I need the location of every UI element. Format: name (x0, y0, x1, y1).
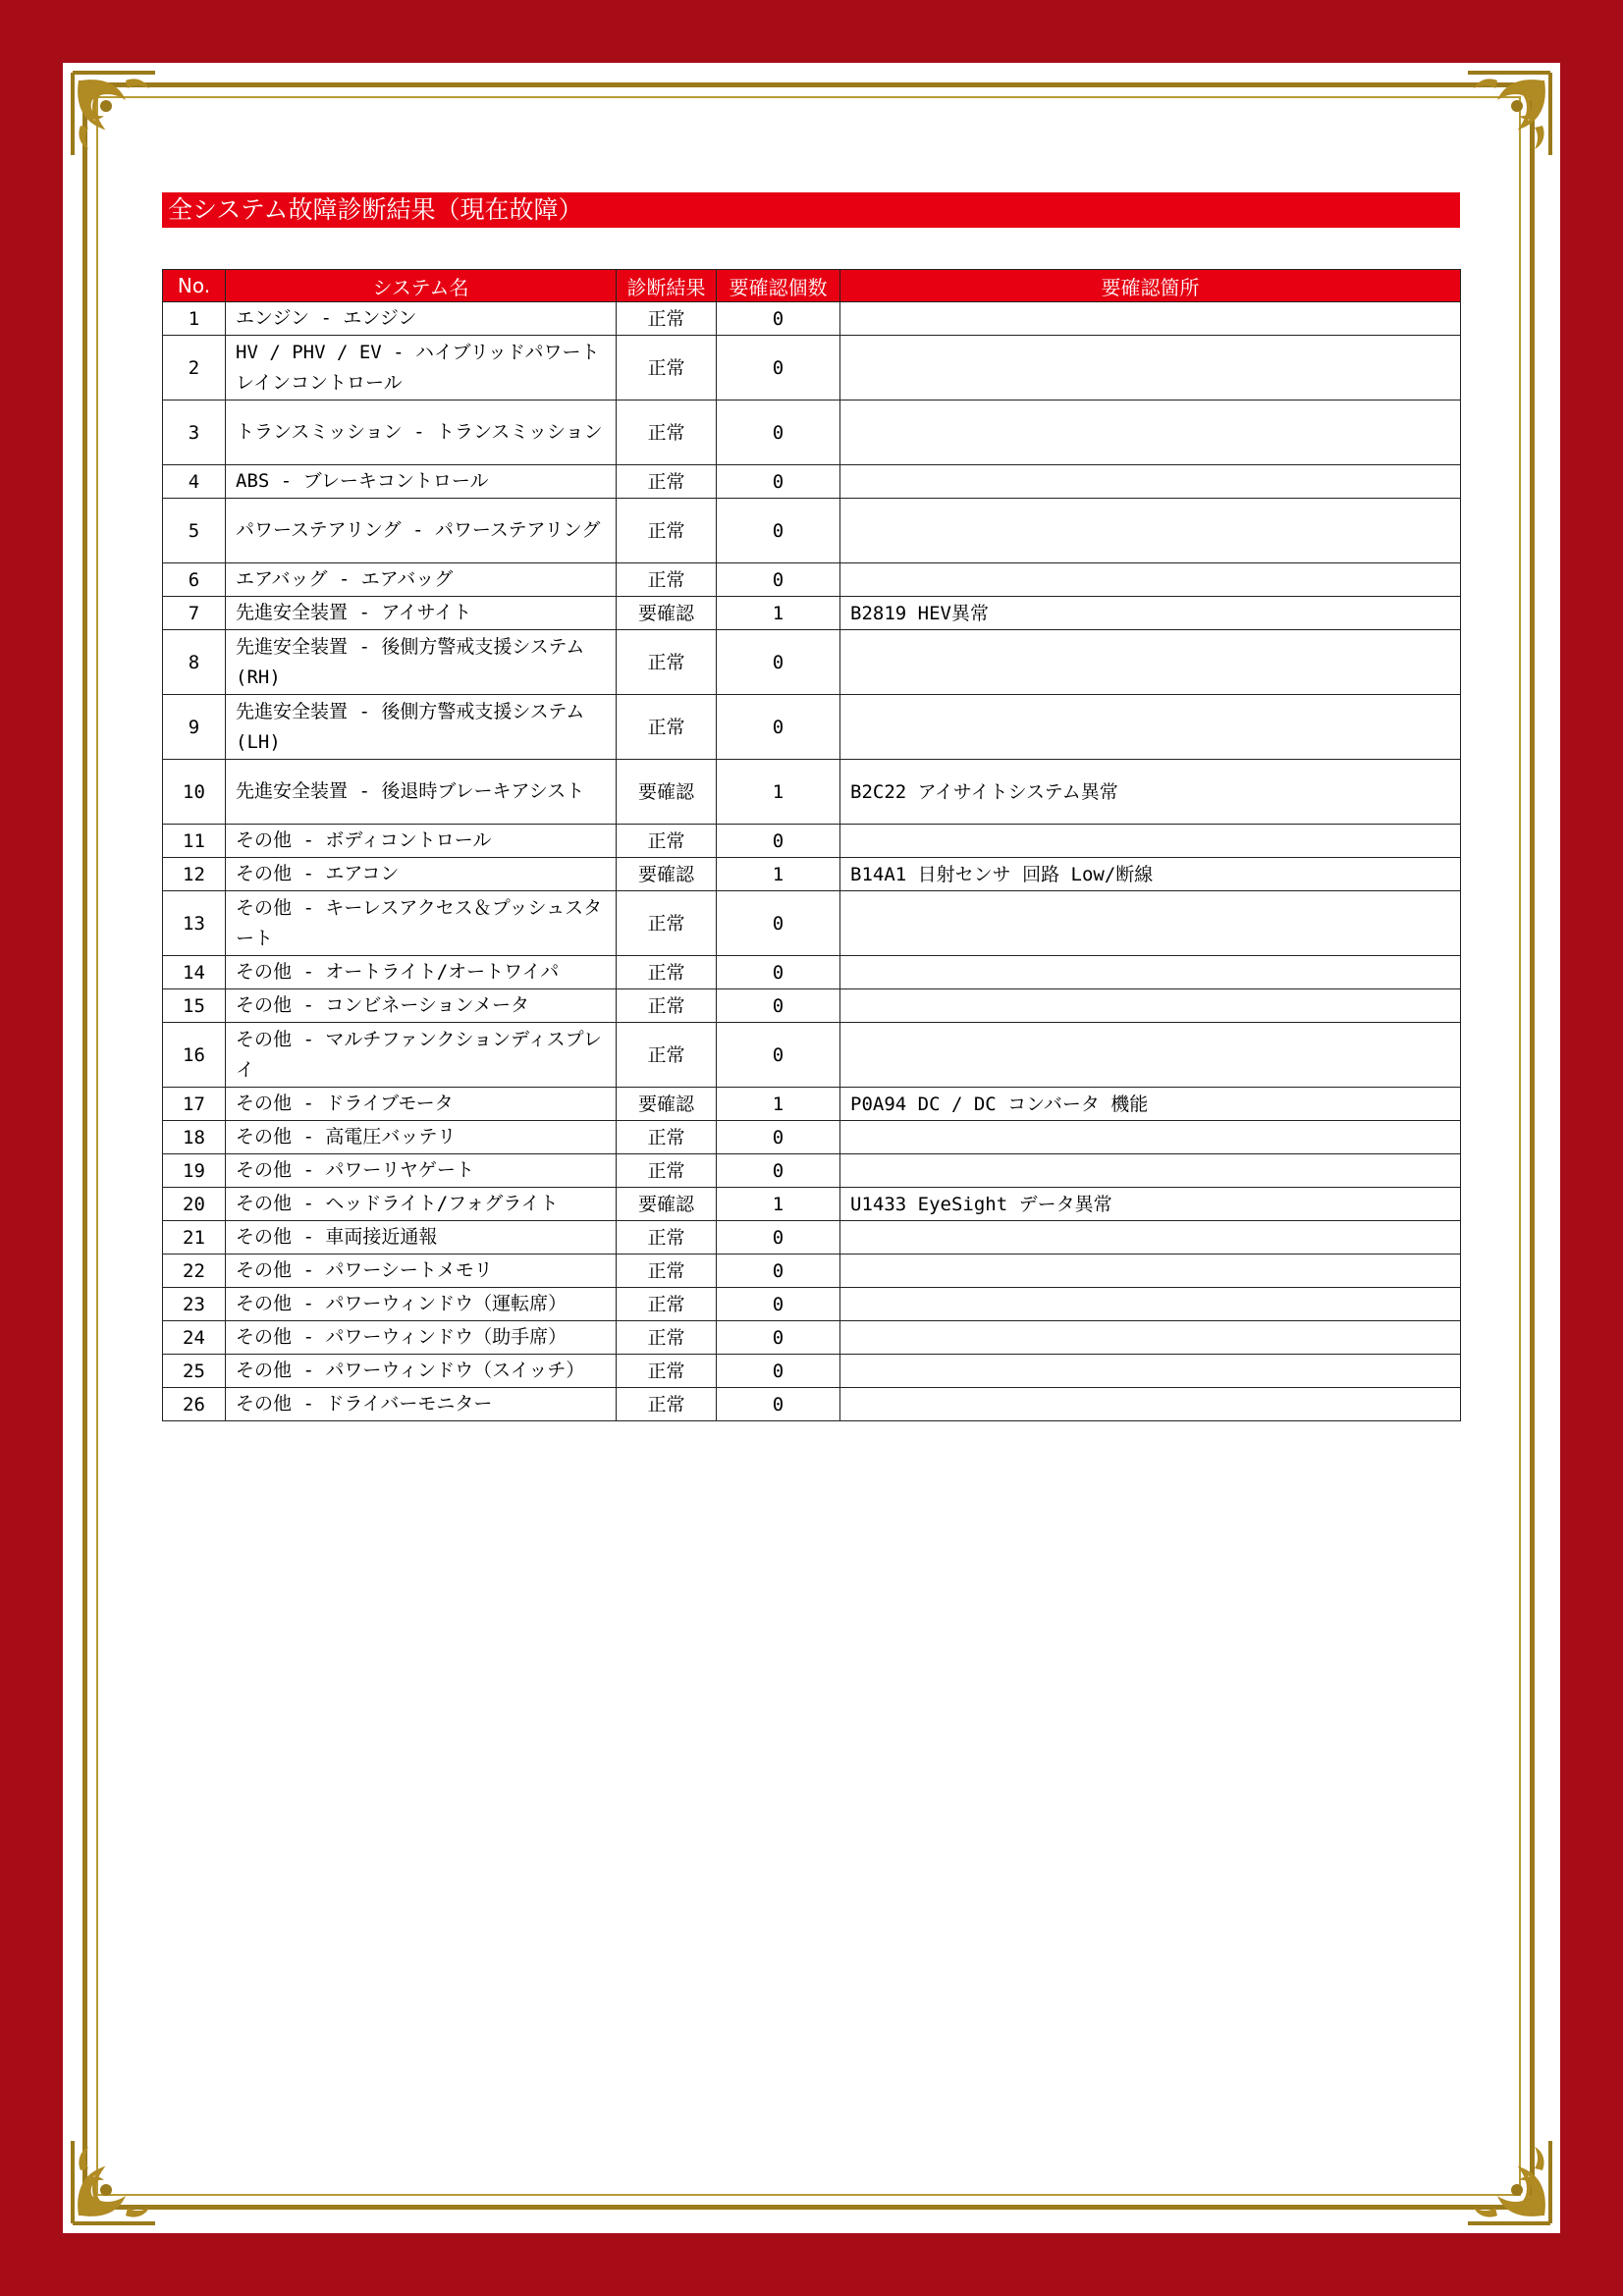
check-count: 0 (717, 1023, 840, 1088)
system-name: その他 - パワーウィンドウ（スイッチ） (226, 1355, 617, 1388)
check-location (840, 989, 1461, 1023)
check-count: 0 (717, 1221, 840, 1255)
corner-ornament-icon (67, 2135, 161, 2229)
table-row (163, 630, 1461, 695)
table-header-row (163, 270, 1461, 302)
row-number: 12 (163, 858, 226, 891)
check-count: 1 (717, 597, 840, 630)
check-count: 0 (717, 1154, 840, 1188)
table-row (163, 1355, 1461, 1388)
diagnosis-result: 正常 (617, 1121, 717, 1154)
diagnosis-result: 正常 (617, 1321, 717, 1355)
table-row (163, 1121, 1461, 1154)
table-row (163, 858, 1461, 891)
row-number: 21 (163, 1221, 226, 1255)
diagnosis-result: 正常 (617, 1355, 717, 1388)
system-name: HV / PHV / EV - ハイブリッドパワートレインコントロール (226, 336, 617, 400)
row-number: 8 (163, 630, 226, 695)
system-name: その他 - ドライブモータ (226, 1088, 617, 1121)
check-count: 1 (717, 1088, 840, 1121)
header-result: 診断結果 (617, 270, 717, 302)
table-row (163, 1221, 1461, 1255)
corner-ornament-icon (67, 67, 161, 161)
check-location (840, 825, 1461, 858)
diagnosis-result: 要確認 (617, 597, 717, 630)
diagnosis-result: 正常 (617, 825, 717, 858)
diagnosis-table (162, 269, 1461, 1421)
table-row (163, 1288, 1461, 1321)
diagnosis-result: 正常 (617, 1255, 717, 1288)
check-location: P0A94 DC / DC コンバータ 機能 (840, 1088, 1461, 1121)
check-location (840, 1221, 1461, 1255)
row-number: 24 (163, 1321, 226, 1355)
table-row (163, 499, 1461, 563)
diagnosis-result: 要確認 (617, 1188, 717, 1221)
check-count: 1 (717, 858, 840, 891)
check-count: 0 (717, 1121, 840, 1154)
check-count: 0 (717, 891, 840, 956)
report-title: 全システム故障診断結果（現在故障） (162, 192, 1460, 228)
row-number: 16 (163, 1023, 226, 1088)
row-number: 17 (163, 1088, 226, 1121)
diagnosis-result: 要確認 (617, 760, 717, 825)
check-location (840, 891, 1461, 956)
row-number: 18 (163, 1121, 226, 1154)
check-count: 1 (717, 1188, 840, 1221)
row-number: 6 (163, 563, 226, 597)
check-count: 0 (717, 1355, 840, 1388)
check-count: 0 (717, 1321, 840, 1355)
diagnosis-result: 正常 (617, 989, 717, 1023)
row-number: 7 (163, 597, 226, 630)
system-name: その他 - ボディコントロール (226, 825, 617, 858)
check-count: 0 (717, 956, 840, 989)
row-number: 2 (163, 336, 226, 400)
system-name: エンジン - エンジン (226, 302, 617, 336)
table-row (163, 400, 1461, 465)
table-row (163, 1088, 1461, 1121)
table-row (163, 1388, 1461, 1421)
system-name: ABS - ブレーキコントロール (226, 465, 617, 499)
check-location: B14A1 日射センサ 回路 Low/断線 (840, 858, 1461, 891)
ornament-svg (1462, 2135, 1556, 2229)
row-number: 13 (163, 891, 226, 956)
diagnosis-result: 正常 (617, 400, 717, 465)
check-location (840, 465, 1461, 499)
check-count: 0 (717, 1388, 840, 1421)
diagnosis-result: 正常 (617, 563, 717, 597)
check-location (840, 1255, 1461, 1288)
check-location (840, 1121, 1461, 1154)
header-no: No. (163, 270, 226, 302)
check-count: 0 (717, 1288, 840, 1321)
system-name: その他 - 車両接近通報 (226, 1221, 617, 1255)
check-location (840, 1288, 1461, 1321)
table-row (163, 1321, 1461, 1355)
diagnosis-result: 正常 (617, 1154, 717, 1188)
table-row (163, 825, 1461, 858)
row-number: 4 (163, 465, 226, 499)
table-row (163, 302, 1461, 336)
diagnosis-result: 要確認 (617, 1088, 717, 1121)
check-count: 0 (717, 695, 840, 760)
check-count: 0 (717, 336, 840, 400)
check-location (840, 1388, 1461, 1421)
check-location: U1433 EyeSight データ異常 (840, 1188, 1461, 1221)
check-count: 0 (717, 1255, 840, 1288)
system-name: その他 - 高電圧バッテリ (226, 1121, 617, 1154)
system-name: その他 - パワーウィンドウ（助手席） (226, 1321, 617, 1355)
system-name: 先進安全装置 - 後側方警戒支援システム(LH) (226, 695, 617, 760)
diagnosis-result: 正常 (617, 1288, 717, 1321)
table-row (163, 465, 1461, 499)
system-name: パワーステアリング - パワーステアリング (226, 499, 617, 563)
system-name: その他 - ドライバーモニター (226, 1388, 617, 1421)
check-count: 1 (717, 760, 840, 825)
check-count: 0 (717, 825, 840, 858)
check-count: 0 (717, 630, 840, 695)
diagnosis-result: 正常 (617, 1221, 717, 1255)
check-location (840, 1154, 1461, 1188)
system-name: その他 - ヘッドライト/フォグライト (226, 1188, 617, 1221)
check-location: B2819 HEV異常 (840, 597, 1461, 630)
row-number: 9 (163, 695, 226, 760)
table-row (163, 597, 1461, 630)
system-name: その他 - マルチファンクションディスプレイ (226, 1023, 617, 1088)
system-name: 先進安全装置 - 後側方警戒支援システム(RH) (226, 630, 617, 695)
header-check-count: 要確認個数 (717, 270, 840, 302)
table-row (163, 1188, 1461, 1221)
diagnosis-result: 正常 (617, 891, 717, 956)
diagnosis-result: 正常 (617, 302, 717, 336)
row-number: 25 (163, 1355, 226, 1388)
header-system-name: システム名 (226, 270, 617, 302)
system-name: その他 - キーレスアクセス＆プッシュスタート (226, 891, 617, 956)
check-location (840, 630, 1461, 695)
check-location (840, 499, 1461, 563)
row-number: 5 (163, 499, 226, 563)
check-location (840, 956, 1461, 989)
system-name: 先進安全装置 - アイサイト (226, 597, 617, 630)
system-name: エアバッグ - エアバッグ (226, 563, 617, 597)
table-row (163, 956, 1461, 989)
corner-ornament-icon (1462, 2135, 1556, 2229)
row-number: 20 (163, 1188, 226, 1221)
check-count: 0 (717, 563, 840, 597)
system-name: トランスミッション - トランスミッション (226, 400, 617, 465)
diagnosis-result: 正常 (617, 1388, 717, 1421)
check-location (840, 302, 1461, 336)
row-number: 22 (163, 1255, 226, 1288)
check-location (840, 400, 1461, 465)
table-row (163, 336, 1461, 400)
system-name: その他 - エアコン (226, 858, 617, 891)
diagnosis-result: 要確認 (617, 858, 717, 891)
ornament-svg (67, 67, 161, 161)
check-count: 0 (717, 989, 840, 1023)
check-location (840, 336, 1461, 400)
system-name: その他 - オートライト/オートワイパ (226, 956, 617, 989)
table-row (163, 1255, 1461, 1288)
system-name: 先進安全装置 - 後退時ブレーキアシスト (226, 760, 617, 825)
table-row (163, 1023, 1461, 1088)
diagnosis-result: 正常 (617, 695, 717, 760)
check-count: 0 (717, 499, 840, 563)
ornament-svg (1462, 67, 1556, 161)
check-count: 0 (717, 302, 840, 336)
check-location (840, 563, 1461, 597)
row-number: 11 (163, 825, 226, 858)
row-number: 23 (163, 1288, 226, 1321)
row-number: 26 (163, 1388, 226, 1421)
system-name: その他 - パワーウィンドウ（運転席） (226, 1288, 617, 1321)
table-row (163, 760, 1461, 825)
ornament-svg (67, 2135, 161, 2229)
system-name: その他 - パワーシートメモリ (226, 1255, 617, 1288)
row-number: 10 (163, 760, 226, 825)
diagnosis-result: 正常 (617, 465, 717, 499)
diagnosis-result: 正常 (617, 956, 717, 989)
table-body (163, 302, 1461, 1421)
diagnosis-result: 正常 (617, 499, 717, 563)
diagnosis-result: 正常 (617, 1023, 717, 1088)
row-number: 15 (163, 989, 226, 1023)
row-number: 14 (163, 956, 226, 989)
check-count: 0 (717, 465, 840, 499)
table-row (163, 695, 1461, 760)
table-row (163, 989, 1461, 1023)
check-location (840, 1355, 1461, 1388)
header-check-location: 要確認箇所 (840, 270, 1461, 302)
check-location (840, 695, 1461, 760)
check-count: 0 (717, 400, 840, 465)
table-row (163, 563, 1461, 597)
row-number: 3 (163, 400, 226, 465)
system-name: その他 - パワーリヤゲート (226, 1154, 617, 1188)
table-row (163, 891, 1461, 956)
diagnosis-result: 正常 (617, 630, 717, 695)
system-name: その他 - コンビネーションメータ (226, 989, 617, 1023)
table-row (163, 1154, 1461, 1188)
row-number: 1 (163, 302, 226, 336)
diagnosis-result: 正常 (617, 336, 717, 400)
row-number: 19 (163, 1154, 226, 1188)
check-location (840, 1321, 1461, 1355)
check-location: B2C22 アイサイトシステム異常 (840, 760, 1461, 825)
corner-ornament-icon (1462, 67, 1556, 161)
check-location (840, 1023, 1461, 1088)
